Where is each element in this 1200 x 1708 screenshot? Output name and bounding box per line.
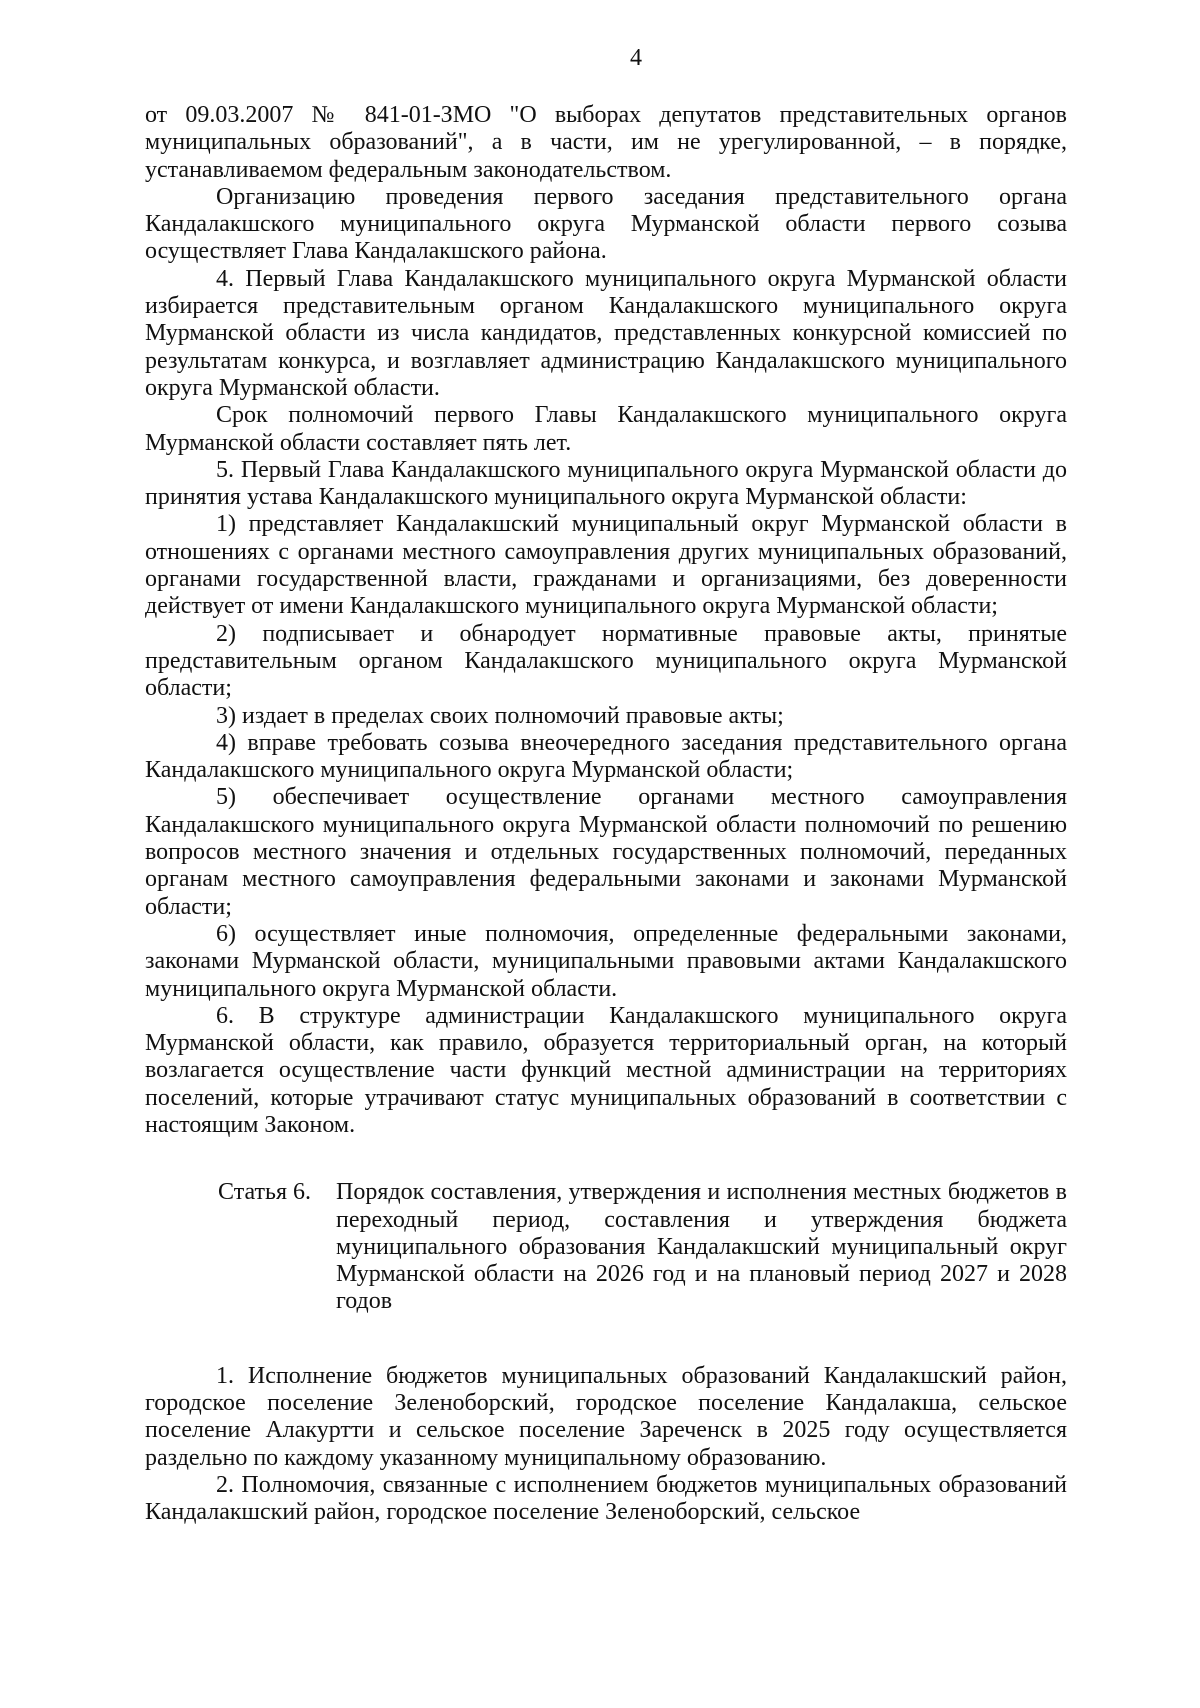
paragraph-item-6: 6. В структуре администрации Кандалакшского муниципального округа Мурманской области, как правило, образуется территориальный орган, на который возлагается осуществление части функций местной администрации на территориях поселений, которые утрачивают статус муниципальных образований в соответствии с настоящим Законом. xyxy=(145,1002,1067,1138)
paragraph-subitem-6: 6) осуществляет иные полномочия, определенные федеральными законами, законами Мурманской области, муниципальными правовыми актами Кандалакшского муниципального округа Мурманской области. xyxy=(145,920,1067,1002)
article-heading xyxy=(218,1179,1067,1315)
paragraph-article6-item-1: 1. Исполнение бюджетов муниципальных образований Кандалакшский район, городское поселение Зеленоборский, городское поселение Кандалакша, сельское поселение Алакуртти и сельское поселение Зареченск в 2025 году осуществляется раздельно по каждому указанному муниципальному образованию. xyxy=(145,1362,1067,1471)
paragraph-item-4: 4. Первый Глава Кандалакшского муниципального округа Мурманской области избирается представительным органом Кандалакшского муниципального округа Мурманской области из числа кандидатов, представленных конкурсной комиссией по результатам конкурса, и возглавляет администрацию Кандалакшского муниципального округа Мурманской области. xyxy=(145,265,1067,401)
paragraph-first-session: Организацию проведения первого заседания представительного органа Кандалакшского муниципального округа Мурманской области первого созыва осуществляет Глава Кандалакшского района. xyxy=(145,183,1067,265)
paragraph-term: Срок полномочий первого Главы Кандалакшского муниципального округа Мурманской области составляет пять лет. xyxy=(145,402,1067,456)
page-number: 4 xyxy=(630,45,642,71)
paragraph-subitem-2: 2) подписывает и обнародует нормативные правовые акты, принятые представительным органом Кандалакшского муниципального округа Мурманской области; xyxy=(145,620,1067,702)
paragraph-article6-item-2: 2. Полномочия, связанные с исполнением бюджетов муниципальных образований Кандалакшский район, городское поселение Зеленоборский, сельское xyxy=(145,1471,1067,1526)
article-title: Порядок составления, утверждения и исполнения местных бюджетов в переходный период, составления и утверждения бюджета муниципального образования Кандалакшский муниципальный округ Мурманской области на 2026 год и на плановый период 2027 и 2028 годов xyxy=(336,1179,1067,1315)
paragraph-subitem-5: 5) обеспечивает осуществление органами местного самоуправления Кандалакшского муниципального округа Мурманской области полномочий по решению вопросов местного значения и отдельных государственных полномочий, переданных органам местного самоуправления федеральными законами и законами Мурманской области; xyxy=(145,784,1067,920)
paragraph-subitem-4: 4) вправе требовать созыва внеочередного заседания представительного органа Кандалакшского муниципального округа Мурманской области; xyxy=(145,729,1067,784)
paragraph-subitem-1: 1) представляет Кандалакшский муниципальный округ Мурманской области в отношениях с органами местного самоуправления других муниципальных образований, органами государственной власти, гражданами и организациями, без доверенности действует от имени Кандалакшского муниципального округа Мурманской области; xyxy=(145,511,1067,620)
article-label: Статья 6. xyxy=(218,1179,311,1206)
paragraph-subitem-3: 3) издает в пределах своих полномочий правовые акты; xyxy=(216,702,784,729)
paragraph-law-reference: от 09.03.2007 № 841-01-ЗМО "О выборах депутатов представительных органов муниципальных образований", а в части, им не урегулированной, – в порядке, устанавливаемом федеральным законодательством. xyxy=(145,102,1067,183)
document-page xyxy=(145,44,1067,1527)
paragraph-item-5: 5. Первый Глава Кандалакшского муниципального округа Мурманской области до принятия устава Кандалакшского муниципального округа Мурманской области: xyxy=(145,456,1067,511)
